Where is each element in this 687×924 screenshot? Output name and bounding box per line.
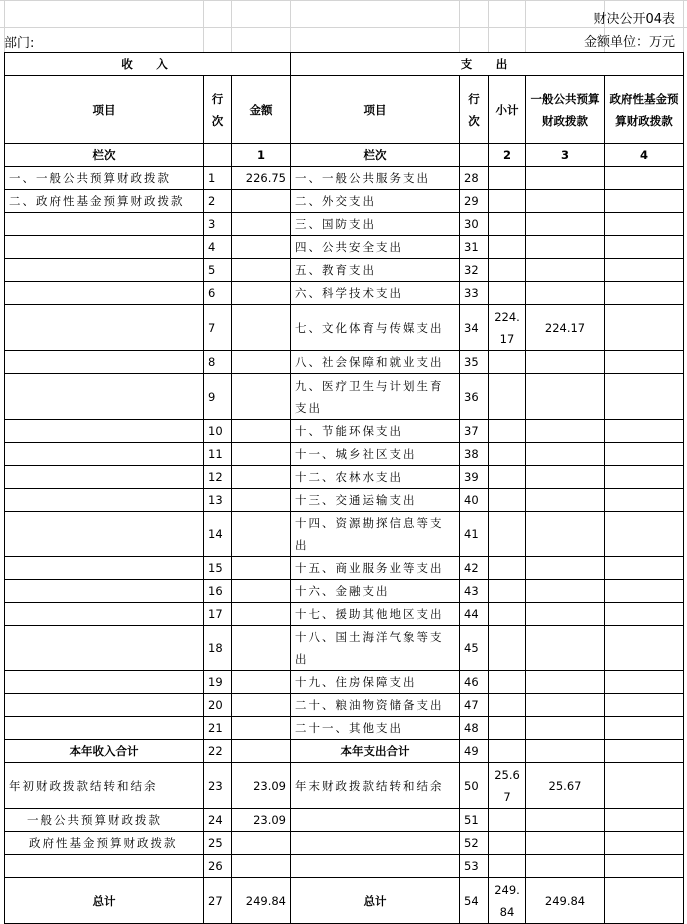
row-number: 36 (460, 374, 489, 420)
general-budget-cell (526, 190, 605, 213)
general-budget-cell (526, 420, 605, 443)
grand-total-expense-label: 总计 (291, 878, 460, 924)
row-number: 52 (460, 832, 489, 855)
grid-line (290, 0, 291, 52)
gov-fund-cell (605, 557, 684, 580)
subtotal-cell (489, 694, 526, 717)
table-row (5, 694, 684, 717)
row-number: 26 (204, 855, 232, 878)
gov-fund-cell (605, 626, 684, 671)
expense-item-cell: 二、外交支出 (291, 190, 460, 213)
income-col-label: 栏次 (5, 144, 204, 167)
grid-line (0, 27, 687, 28)
grid-line (231, 0, 232, 52)
row-number: 3 (204, 213, 232, 236)
amount-cell (232, 443, 291, 466)
budget-table (4, 52, 684, 924)
general-budget-cell (526, 603, 605, 626)
subtotal-cell: 249.84 (489, 878, 526, 924)
subtotal-cell (489, 740, 526, 763)
general-budget-cell (526, 282, 605, 305)
general-budget-cell (526, 443, 605, 466)
row-number: 15 (204, 557, 232, 580)
general-budget-cell (526, 855, 605, 878)
gov-fund-cell (605, 167, 684, 190)
expense-item-cell: 九、医疗卫生与计划生育支出 (291, 374, 460, 420)
carry-in-general-label: 一般公共预算财政拨款 (5, 809, 204, 832)
row-number: 35 (460, 351, 489, 374)
subtotal-cell (489, 580, 526, 603)
general-budget-cell (526, 259, 605, 282)
row-number: 20 (204, 694, 232, 717)
amount-cell (232, 580, 291, 603)
general-budget-cell (526, 740, 605, 763)
subtotal-cell (489, 717, 526, 740)
expense-item-cell: 十九、住房保障支出 (291, 671, 460, 694)
general-budget-cell (526, 671, 605, 694)
expense-item-cell: 六、科学技术支出 (291, 282, 460, 305)
expense-row-no-header: 行次 (460, 76, 489, 144)
row-number: 21 (204, 717, 232, 740)
expense-col-label: 栏次 (291, 144, 460, 167)
general-budget-cell (526, 236, 605, 259)
subtotal-cell: 25.67 (489, 763, 526, 809)
row-number: 50 (460, 763, 489, 809)
amount-cell (232, 282, 291, 305)
expense-item-cell: 十八、国土海洋气象等支出 (291, 626, 460, 671)
income-item-cell (5, 236, 204, 259)
row-number: 27 (204, 878, 232, 924)
gov-fund-cell (605, 878, 684, 924)
row-number: 29 (460, 190, 489, 213)
row-number: 9 (204, 374, 232, 420)
table-row (5, 443, 684, 466)
subtotal-cell (489, 443, 526, 466)
expense-item-cell: 二十一、其他支出 (291, 717, 460, 740)
carry-in-fund-label: 政府性基金预算财政拨款 (5, 832, 204, 855)
amount-cell (232, 259, 291, 282)
income-item-cell (5, 512, 204, 557)
gov-fund-cell (605, 855, 684, 878)
amount-cell: 23.09 (232, 809, 291, 832)
income-item-header: 项目 (5, 76, 204, 144)
expense-item-cell: 十六、金融支出 (291, 580, 460, 603)
subtotal-cell (489, 512, 526, 557)
col-number: 3 (526, 144, 605, 167)
subtotal-cell (489, 420, 526, 443)
row-number: 24 (204, 809, 232, 832)
grid-line (488, 0, 489, 52)
table-row (5, 626, 684, 671)
row-number: 14 (204, 512, 232, 557)
gov-fund-cell (605, 190, 684, 213)
general-budget-cell (526, 694, 605, 717)
general-budget-cell (526, 832, 605, 855)
amount-cell (232, 832, 291, 855)
subtotal-cell (489, 374, 526, 420)
income-item-cell (5, 671, 204, 694)
row-number: 46 (460, 671, 489, 694)
row-number: 34 (460, 305, 489, 351)
amount-cell (232, 305, 291, 351)
row-number: 6 (204, 282, 232, 305)
income-item-cell (5, 855, 204, 878)
general-budget-header: 一般公共预算财政拨款 (526, 76, 605, 144)
subtotal-cell (489, 190, 526, 213)
table-row (5, 190, 684, 213)
grid-line (0, 0, 687, 1)
row-number: 10 (204, 420, 232, 443)
subtotal-cell (489, 489, 526, 512)
income-item-cell (5, 259, 204, 282)
row-number: 23 (204, 763, 232, 809)
gov-fund-cell (605, 374, 684, 420)
gov-fund-cell (605, 443, 684, 466)
general-budget-cell: 249.84 (526, 878, 605, 924)
row-number: 8 (204, 351, 232, 374)
subtotal-cell (489, 282, 526, 305)
general-budget-cell: 25.67 (526, 763, 605, 809)
col-number: 4 (605, 144, 684, 167)
general-budget-cell (526, 580, 605, 603)
row-number: 43 (460, 580, 489, 603)
table-row (5, 374, 684, 420)
expense-item-cell: 八、社会保障和就业支出 (291, 351, 460, 374)
income-item-cell: 二、政府性基金预算财政拨款 (5, 190, 204, 213)
general-budget-cell: 224.17 (526, 305, 605, 351)
row-number: 7 (204, 305, 232, 351)
income-item-cell (5, 466, 204, 489)
row-number: 32 (460, 259, 489, 282)
general-budget-cell (526, 466, 605, 489)
row-number: 19 (204, 671, 232, 694)
unit-label: 金额单位：万元 (583, 35, 675, 50)
gov-fund-cell (605, 580, 684, 603)
table-row (5, 512, 684, 557)
subtotal-cell (489, 671, 526, 694)
empty-cell (204, 144, 232, 167)
amount-cell (232, 512, 291, 557)
expense-item-cell (291, 855, 460, 878)
general-budget-cell (526, 374, 605, 420)
row-number: 40 (460, 489, 489, 512)
row-number: 2 (204, 190, 232, 213)
expense-item-header: 项目 (291, 76, 460, 144)
table-row (5, 580, 684, 603)
row-number: 4 (204, 236, 232, 259)
row-number: 16 (204, 580, 232, 603)
department-label: 部门: (4, 36, 35, 51)
expense-item-cell (291, 809, 460, 832)
income-item-cell (5, 351, 204, 374)
row-number: 12 (204, 466, 232, 489)
amount-cell (232, 740, 291, 763)
amount-cell (232, 213, 291, 236)
gov-fund-cell (605, 213, 684, 236)
table-row (5, 489, 684, 512)
gov-fund-cell (605, 259, 684, 282)
income-item-cell (5, 626, 204, 671)
row-number: 18 (204, 626, 232, 671)
subtotal-cell: 224.17 (489, 305, 526, 351)
table-row (5, 466, 684, 489)
gov-fund-cell (605, 305, 684, 351)
row-number: 42 (460, 557, 489, 580)
gov-fund-cell (605, 832, 684, 855)
amount-cell (232, 717, 291, 740)
gov-fund-cell (605, 717, 684, 740)
general-budget-cell (526, 489, 605, 512)
row-number: 28 (460, 167, 489, 190)
subtotal-cell (489, 213, 526, 236)
general-budget-cell (526, 512, 605, 557)
row-number: 17 (204, 603, 232, 626)
amount-cell (232, 694, 291, 717)
gov-fund-cell (605, 489, 684, 512)
amount-cell: 249.84 (232, 878, 291, 924)
table-row (5, 305, 684, 351)
table-row (5, 717, 684, 740)
col-number: 2 (489, 144, 526, 167)
gov-fund-cell (605, 694, 684, 717)
gov-fund-cell (605, 282, 684, 305)
carry-out-label: 年末财政拨款结转和结余 (291, 763, 460, 809)
row-number: 48 (460, 717, 489, 740)
table-row (5, 671, 684, 694)
row-number: 51 (460, 809, 489, 832)
row-number: 47 (460, 694, 489, 717)
empty-cell (460, 144, 489, 167)
expense-item-cell: 五、教育支出 (291, 259, 460, 282)
row-number: 38 (460, 443, 489, 466)
row-number: 13 (204, 489, 232, 512)
row-number: 45 (460, 626, 489, 671)
grid-line (525, 0, 526, 52)
amount-cell (232, 855, 291, 878)
gov-fund-cell (605, 671, 684, 694)
year-income-total-label: 本年收入合计 (5, 740, 204, 763)
gov-fund-header: 政府性基金预算财政拨款 (605, 76, 684, 144)
income-item-cell (5, 443, 204, 466)
general-budget-cell (526, 557, 605, 580)
amount-cell (232, 466, 291, 489)
subtotal-cell (489, 466, 526, 489)
general-budget-cell (526, 351, 605, 374)
table-row (5, 236, 684, 259)
general-budget-cell (526, 213, 605, 236)
grid-line (203, 0, 204, 52)
amount-cell (232, 190, 291, 213)
expense-item-cell (291, 832, 460, 855)
amount-cell (232, 671, 291, 694)
gov-fund-cell (605, 236, 684, 259)
subtotal-cell (489, 855, 526, 878)
income-item-cell (5, 374, 204, 420)
row-number: 30 (460, 213, 489, 236)
income-item-cell (5, 282, 204, 305)
general-budget-cell (526, 167, 605, 190)
subtotal-cell (489, 832, 526, 855)
row-number: 54 (460, 878, 489, 924)
gov-fund-cell (605, 763, 684, 809)
row-number: 44 (460, 603, 489, 626)
income-item-cell (5, 603, 204, 626)
income-item-cell (5, 717, 204, 740)
amount-cell (232, 489, 291, 512)
subtotal-cell (489, 603, 526, 626)
amount-cell (232, 420, 291, 443)
row-number: 49 (460, 740, 489, 763)
general-budget-cell (526, 626, 605, 671)
gov-fund-cell (605, 466, 684, 489)
gov-fund-cell (605, 809, 684, 832)
gov-fund-cell (605, 420, 684, 443)
table-row (5, 557, 684, 580)
expense-item-cell: 七、文化体育与传媒支出 (291, 305, 460, 351)
income-item-cell (5, 213, 204, 236)
row-number: 25 (204, 832, 232, 855)
amount-cell: 226.75 (232, 167, 291, 190)
row-number: 22 (204, 740, 232, 763)
income-amount-header: 金额 (232, 76, 291, 144)
income-item-cell (5, 557, 204, 580)
expense-item-cell: 三、国防支出 (291, 213, 460, 236)
row-number: 37 (460, 420, 489, 443)
general-budget-cell (526, 717, 605, 740)
grid-line (459, 0, 460, 52)
subtotal-cell (489, 167, 526, 190)
income-item-cell (5, 489, 204, 512)
income-item-cell (5, 694, 204, 717)
amount-cell (232, 557, 291, 580)
subtotal-cell (489, 557, 526, 580)
row-number: 31 (460, 236, 489, 259)
amount-cell: 23.09 (232, 763, 291, 809)
row-number: 41 (460, 512, 489, 557)
income-item-cell (5, 580, 204, 603)
expense-item-cell: 十四、资源勘探信息等支出 (291, 512, 460, 557)
col-number: 1 (232, 144, 291, 167)
expense-item-cell: 一、一般公共服务支出 (291, 167, 460, 190)
income-item-cell (5, 420, 204, 443)
row-number: 39 (460, 466, 489, 489)
row-number: 33 (460, 282, 489, 305)
expense-item-cell: 十、节能环保支出 (291, 420, 460, 443)
row-number: 11 (204, 443, 232, 466)
expense-item-cell: 十七、援助其他地区支出 (291, 603, 460, 626)
subtotal-cell (489, 236, 526, 259)
income-row-no-header: 行次 (204, 76, 232, 144)
expense-item-cell: 十五、商业服务业等支出 (291, 557, 460, 580)
income-item-cell: 一、一般公共预算财政拨款 (5, 167, 204, 190)
amount-cell (232, 351, 291, 374)
expense-section-header: 支 出 (291, 53, 684, 76)
expense-item-cell: 十三、交通运输支出 (291, 489, 460, 512)
row-number: 5 (204, 259, 232, 282)
table-row (5, 603, 684, 626)
table-row (5, 351, 684, 374)
amount-cell (232, 236, 291, 259)
table-row (5, 167, 684, 190)
subtotal-cell (489, 626, 526, 671)
expense-item-cell: 四、公共安全支出 (291, 236, 460, 259)
carry-in-label: 年初财政拨款结转和结余 (5, 763, 204, 809)
expense-item-cell: 十二、农林水支出 (291, 466, 460, 489)
grid-line (683, 0, 684, 52)
income-section-header: 收 入 (5, 53, 291, 76)
table-row (5, 213, 684, 236)
income-item-cell (5, 305, 204, 351)
gov-fund-cell (605, 603, 684, 626)
table-row (5, 282, 684, 305)
subtotal-cell (489, 351, 526, 374)
grand-total-income-label: 总计 (5, 878, 204, 924)
amount-cell (232, 374, 291, 420)
form-number: 财决公开04表 (593, 12, 675, 27)
general-budget-cell (526, 809, 605, 832)
year-expense-total-label: 本年支出合计 (291, 740, 460, 763)
subtotal-cell (489, 259, 526, 282)
amount-cell (232, 626, 291, 671)
table-row (5, 259, 684, 282)
subtotal-cell (489, 809, 526, 832)
expense-item-cell: 十一、城乡社区支出 (291, 443, 460, 466)
row-number: 53 (460, 855, 489, 878)
subtotal-header: 小计 (489, 76, 526, 144)
table-row (5, 420, 684, 443)
expense-item-cell: 二十、粮油物资储备支出 (291, 694, 460, 717)
gov-fund-cell (605, 351, 684, 374)
gov-fund-cell (605, 740, 684, 763)
amount-cell (232, 603, 291, 626)
gov-fund-cell (605, 512, 684, 557)
row-number: 1 (204, 167, 232, 190)
